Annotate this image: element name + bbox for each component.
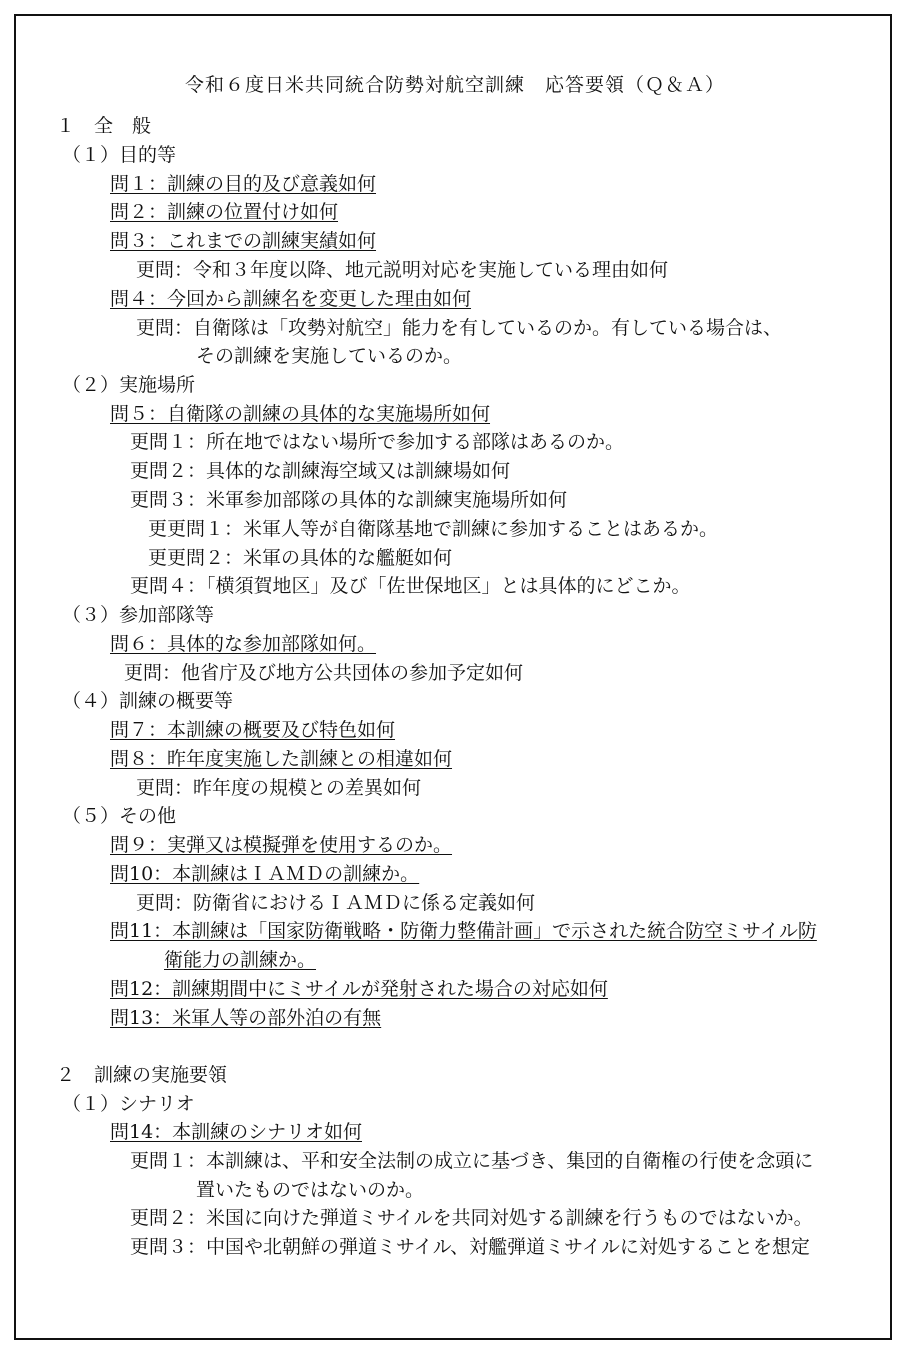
continuation-line: 衛能力の訓練か。 (164, 949, 317, 971)
followup-item: 更問２：具体的な訓練海空域又は訓練場如何 (130, 460, 511, 482)
question-item: 問10：本訓練はＩＡＭＤの訓練か。 (110, 863, 420, 885)
continuation-line: 置いたものではないのか。 (196, 1179, 425, 1201)
question-item: 問１：訓練の目的及び意義如何 (110, 173, 377, 195)
question-item: 問６：具体的な参加部隊如何。 (110, 633, 377, 655)
sub-followup-item: 更更問２：米軍の具体的な艦艇如何 (148, 547, 453, 569)
question-item: 問７：本訓練の概要及び特色如何 (110, 719, 396, 741)
followup-item: 更問１：本訓練は、平和安全法制の成立に基づき、集団的自衛権の行使を念頭に (130, 1150, 814, 1172)
question-item: 問12：訓練期間中にミサイルが発射された場合の対応如何 (110, 978, 608, 1000)
followup-item: 更問４：「横須賀地区」及び「佐世保地区」とは具体的にどこか。 (130, 575, 691, 597)
followup-item: 更問：自衛隊は「攻勢対航空」能力を有しているのか。有している場合は、 (136, 317, 783, 339)
followup-item: 更問：令和３年度以降、地元説明対応を実施している理由如何 (136, 259, 669, 281)
followup-item: 更問３：米軍参加部隊の具体的な訓練実施場所如何 (130, 489, 568, 511)
question-item: 問５：自衛隊の訓練の具体的な実施場所如何 (110, 403, 491, 425)
followup-item: 更問３：中国や北朝鮮の弾道ミサイル、対艦弾道ミサイルに対処することを想定 (130, 1236, 810, 1258)
followup-item: 更問：他省庁及び地方公共団体の参加予定如何 (124, 662, 524, 684)
sub-followup-item: 更更問１：米軍人等が自衛隊基地で訓練に参加することはあるか。 (148, 518, 719, 540)
followup-item: 更問２：米国に向けた弾道ミサイルを共同対処する訓練を行うものではないか。 (130, 1207, 813, 1229)
subsection-heading: （１）シナリオ (62, 1093, 195, 1115)
subsection-heading: （２）実施場所 (62, 374, 196, 396)
subsection-heading: （５）その他 (62, 805, 177, 827)
subsection-heading: （３）参加部隊等 (62, 604, 215, 626)
followup-item: 更問：防衛省におけるＩＡＭＤに係る定義如何 (136, 892, 536, 914)
continuation-line: その訓練を実施しているのか。 (196, 345, 463, 367)
question-item: 問８：昨年度実施した訓練との相違如何 (110, 748, 453, 770)
question-item: 問２：訓練の位置付け如何 (110, 201, 339, 223)
question-item: 問13：米軍人等の部外泊の有無 (110, 1007, 382, 1029)
question-item: 問14：本訓練のシナリオ如何 (110, 1121, 362, 1143)
question-item: 問11：本訓練は「国家防衛戦略・防衛力整備計画」で示された統合防空ミサイル防 (110, 920, 817, 942)
document-title: 令和６度日米共同統合防勢対航空訓練 応答要領（Ｑ＆Ａ） (184, 74, 725, 96)
subsection-heading: （４）訓練の概要等 (62, 690, 234, 712)
followup-item: 更問：昨年度の規模との差異如何 (136, 777, 422, 799)
question-item: 問３：これまでの訓練実績如何 (110, 230, 377, 252)
followup-item: 更問１：所在地ではない場所で参加する部隊はあるのか。 (130, 431, 625, 453)
subsection-heading: （１）目的等 (62, 144, 177, 166)
section-heading: １ 全 般 (56, 115, 152, 137)
section-heading: ２ 訓練の実施要領 (56, 1064, 228, 1086)
question-item: 問９：実弾又は模擬弾を使用するのか。 (110, 834, 453, 856)
question-item: 問４：今回から訓練名を変更した理由如何 (110, 288, 472, 310)
